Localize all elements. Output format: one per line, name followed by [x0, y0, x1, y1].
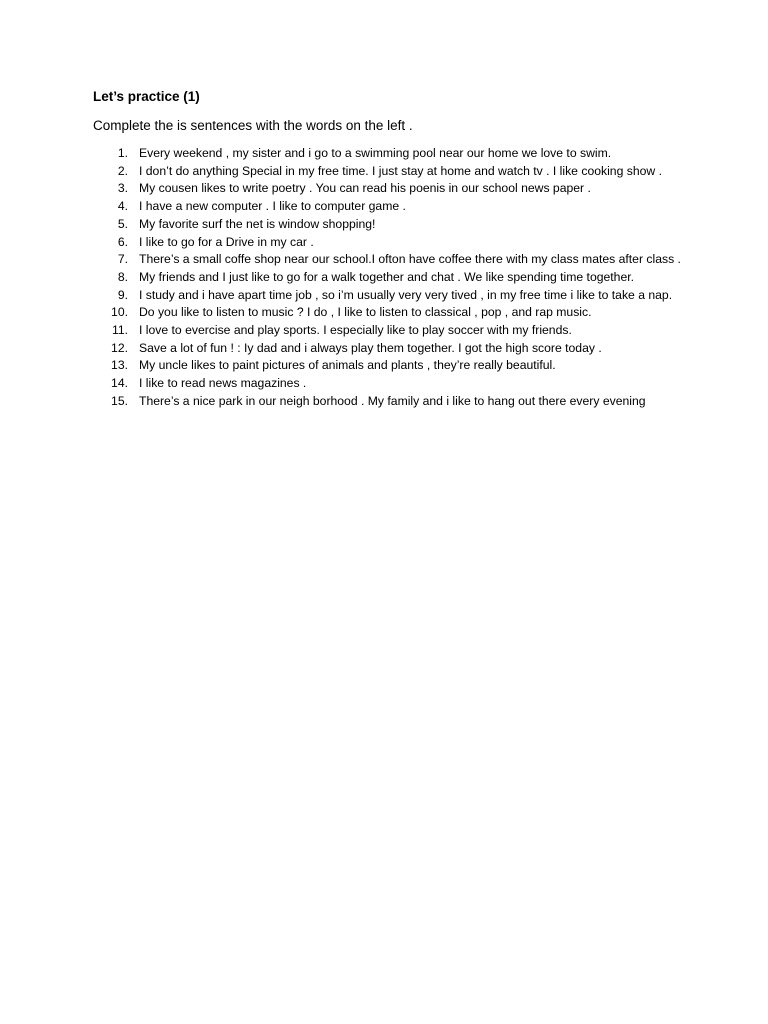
- list-item: [0, 304, 768, 322]
- item-number: 11.: [111, 323, 128, 338]
- list-item: [0, 163, 768, 181]
- list-item: [0, 375, 768, 393]
- item-text: Every weekend , my sister and i go to a swimming pool near our home we love to swim.: [139, 146, 612, 160]
- list-item: [0, 357, 768, 375]
- item-text: My favorite surf the net is window shopping!: [139, 216, 376, 231]
- list-item: [0, 322, 768, 340]
- item-number: 15.: [111, 393, 128, 408]
- list-item: [0, 269, 768, 287]
- item-text: I like to read news magazines .: [139, 376, 307, 391]
- list-item: [0, 216, 768, 234]
- item-number: 13.: [111, 358, 128, 373]
- item-text: My friends and I just like to go for a walk together and chat . We like spending time together.: [139, 269, 634, 284]
- item-number: 1.: [117, 146, 128, 160]
- item-text: I love to evercise and play sports. I especially like to play soccer with my friends.: [139, 323, 572, 338]
- instruction-text: Complete the is sentences with the words on the left .: [93, 118, 413, 133]
- item-text: I have a new computer . I like to computer game .: [139, 199, 406, 214]
- item-number: 9.: [117, 287, 128, 302]
- item-number: 7.: [117, 252, 128, 267]
- list-item: [0, 180, 768, 198]
- item-number: 8.: [117, 269, 128, 284]
- item-number: 3.: [117, 181, 128, 196]
- page-title: Let’s practice (1): [93, 89, 200, 104]
- item-text: My cousen likes to write poetry . You can read his poenis in our school news paper .: [139, 181, 591, 196]
- item-number: 2.: [117, 163, 128, 178]
- item-text: I study and i have apart time job , so i’m usually very very tived , in my free time i like to take a nap.: [139, 287, 673, 302]
- item-text: Do you like to listen to music ? I do , I like to listen to classical , pop , and rap music.: [139, 305, 592, 320]
- item-text: There’s a nice park in our neigh borhood . My family and i like to hang out there every evening: [139, 393, 646, 408]
- item-number: 10.: [111, 305, 128, 320]
- list-item: [0, 234, 768, 252]
- list-item: [0, 287, 768, 305]
- item-text: Save a lot of fun ! : Iy dad and i always play them together. I got the high score today .: [139, 340, 602, 355]
- list-item: [0, 393, 768, 411]
- list-item: [0, 340, 768, 358]
- item-number: 5.: [117, 216, 128, 231]
- item-number: 4.: [117, 199, 128, 214]
- item-number: 6.: [117, 234, 128, 249]
- item-number: 12.: [111, 340, 128, 355]
- item-text: There’s a small coffe shop near our school.I ofton have coffee there with my class mates after class .: [139, 252, 681, 267]
- item-text: My uncle likes to paint pictures of animals and plants , they’re really beautiful.: [139, 358, 556, 373]
- practice-list: [0, 145, 768, 411]
- list-item: [0, 251, 768, 269]
- list-item: [0, 198, 768, 216]
- list-item: [0, 145, 768, 163]
- item-text: I like to go for a Drive in my car .: [139, 234, 314, 249]
- item-text: I don’t do anything Special in my free time. I just stay at home and watch tv . I like cooking show .: [139, 163, 662, 178]
- item-number: 14.: [111, 376, 128, 391]
